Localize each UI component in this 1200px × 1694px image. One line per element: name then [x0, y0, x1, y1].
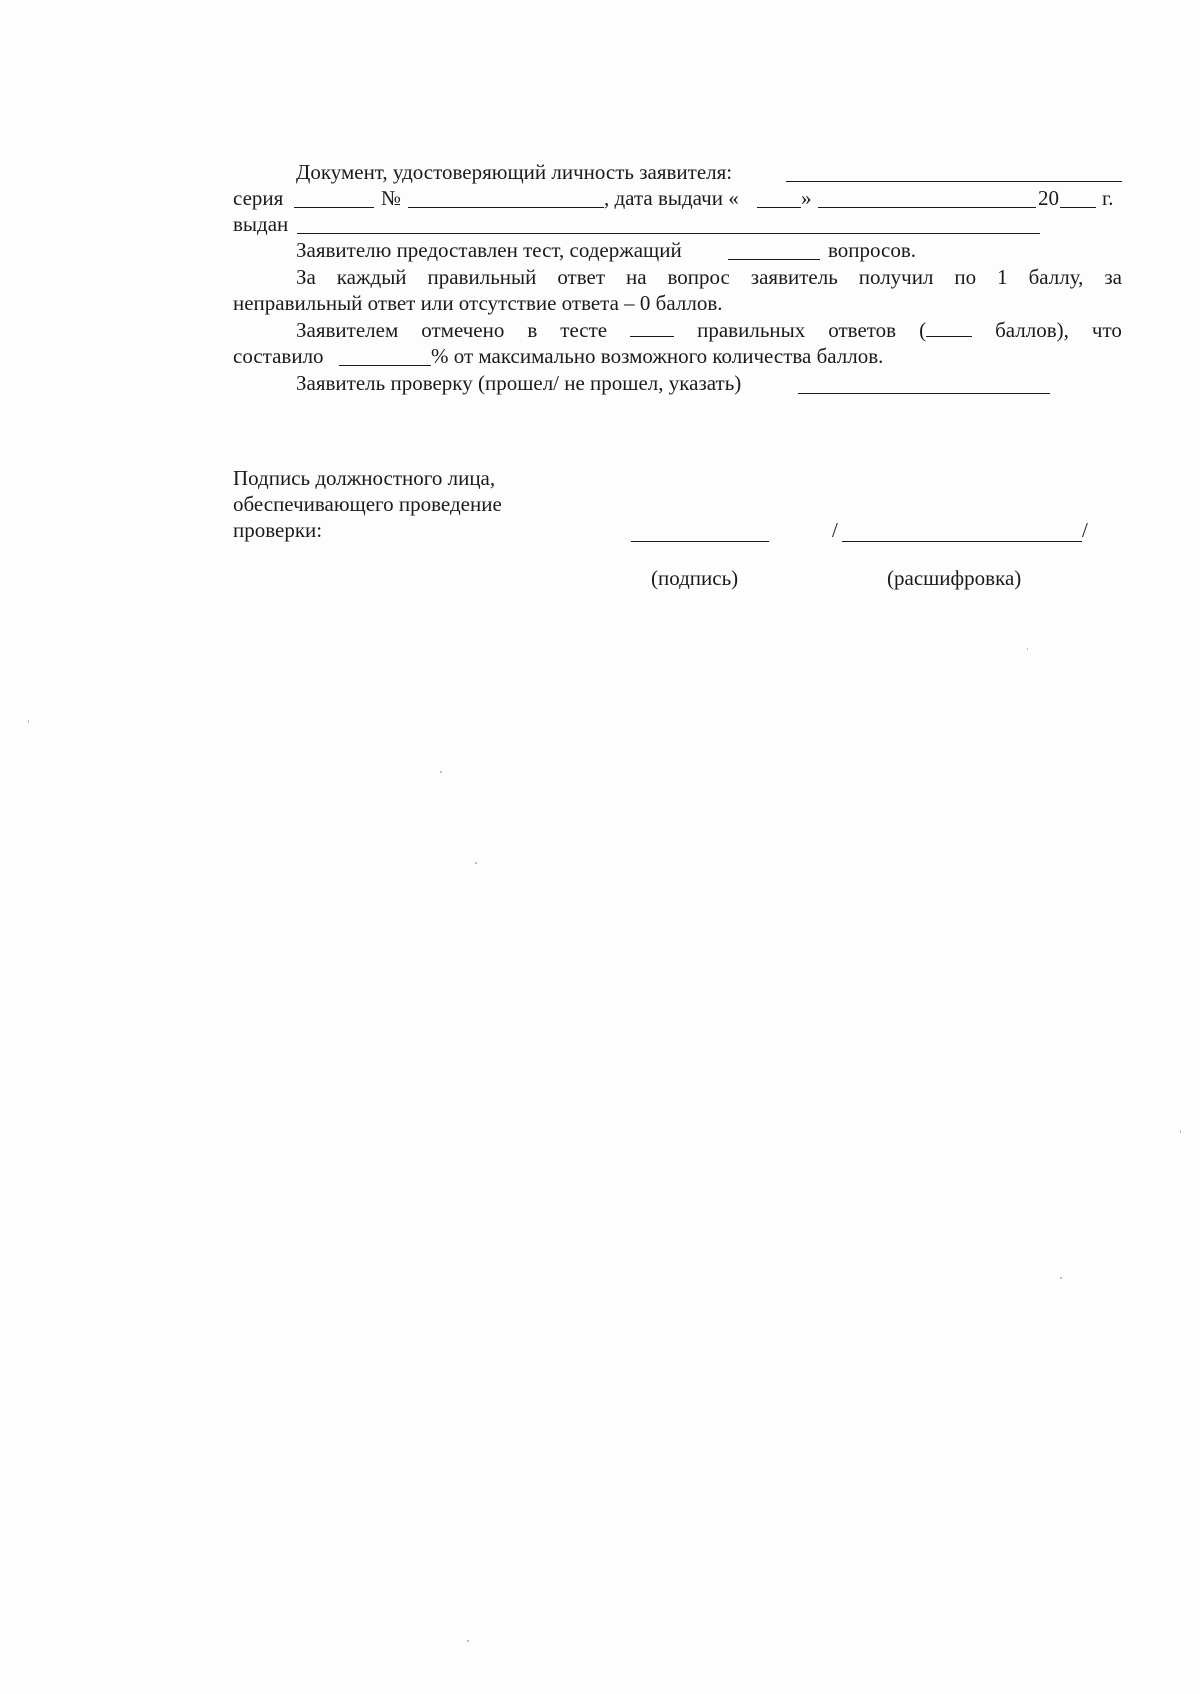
results-line-2-suffix-wrap — [431, 344, 883, 368]
results-word: Заявителем — [296, 318, 399, 342]
series-label-text: серия — [233, 186, 284, 210]
scoring-line-2 — [233, 291, 723, 315]
correct-answers-field[interactable] — [630, 319, 674, 337]
scoring-word: 1 — [997, 265, 1008, 289]
series-field[interactable] — [294, 207, 374, 208]
check-line — [296, 371, 741, 395]
results-line-1 — [296, 318, 1122, 342]
scoring-word: каждый — [336, 265, 407, 289]
year-field[interactable] — [1060, 207, 1096, 208]
issued-label — [233, 212, 288, 236]
date-month-field[interactable] — [818, 207, 1036, 208]
slash-right-text: / — [1082, 518, 1088, 542]
scoring-word: баллу, — [1028, 265, 1084, 289]
percent-field[interactable] — [339, 365, 431, 366]
signature-line-2 — [233, 492, 502, 516]
date-quote-close — [801, 186, 812, 210]
signature-caption — [651, 566, 738, 590]
scan-speck — [1027, 648, 1028, 650]
results-line-2 — [233, 344, 324, 368]
number-label — [381, 186, 401, 210]
date-label — [604, 186, 739, 210]
issued-by-field[interactable] — [297, 233, 1040, 234]
date-label-text: , дата выдачи « — [604, 186, 739, 210]
slash-right — [1082, 518, 1088, 542]
id-document-label-text: Документ, удостоверяющий личность заявителя: — [296, 160, 733, 184]
slash-left-text: / — [832, 518, 838, 542]
scan-speck — [1060, 1277, 1062, 1279]
results-word: в — [527, 318, 538, 342]
scoring-word: получил — [858, 265, 934, 289]
test-info-prefix: Заявителю предоставлен тест, содержащий — [296, 238, 682, 262]
test-info-suffix-wrap — [828, 238, 916, 262]
points-group — [919, 318, 972, 342]
signature-line-1-text: Подпись должностного лица, — [233, 466, 496, 490]
id-document-label — [296, 160, 732, 184]
scoring-word: на — [625, 265, 647, 289]
scoring-word: правильный — [427, 265, 537, 289]
date-quote-close-text: » — [801, 186, 812, 210]
decode-caption-text: (расшифровка) — [887, 566, 1022, 590]
test-info-line — [296, 238, 682, 262]
scoring-word: ответ — [557, 265, 606, 289]
results-word: что — [1091, 318, 1122, 342]
scoring-word: За — [296, 265, 316, 289]
date-day-field[interactable] — [757, 207, 801, 208]
signature-field[interactable] — [631, 541, 769, 542]
signature-line-2-text: обеспечивающего проведение — [233, 492, 502, 516]
test-info-suffix: вопросов. — [828, 238, 917, 262]
results-line-2-prefix: составило — [233, 344, 324, 368]
signature-line-1 — [233, 466, 495, 490]
signature-line-3-text: проверки: — [233, 518, 323, 542]
points-field[interactable] — [926, 319, 972, 337]
check-result-field[interactable] — [798, 393, 1050, 394]
year-suffix-text: г. — [1102, 186, 1114, 210]
results-word: тесте — [560, 318, 608, 342]
scan-speck — [1180, 1130, 1181, 1133]
year-prefix-text: 20 — [1038, 186, 1059, 210]
year-prefix — [1038, 186, 1059, 210]
results-word: баллов), — [995, 318, 1069, 342]
scoring-line-2-text: неправильный ответ или отсутствие ответа – 0 баллов. — [233, 291, 723, 315]
results-word: ответов — [828, 318, 897, 342]
results-word: отмечено — [421, 318, 505, 342]
scoring-word: вопрос — [667, 265, 730, 289]
scan-speck — [440, 771, 442, 773]
signature-caption-text: (подпись) — [651, 566, 739, 590]
scoring-word: за — [1104, 265, 1122, 289]
scoring-word: по — [954, 265, 977, 289]
scan-speck — [475, 862, 477, 864]
scan-speck — [467, 1640, 469, 1642]
year-suffix — [1102, 186, 1114, 210]
id-document-field[interactable] — [786, 181, 1122, 182]
slash-left — [832, 518, 838, 542]
results-word: правильных — [697, 318, 806, 342]
number-label-text: № — [381, 186, 402, 210]
scan-speck — [28, 720, 29, 723]
signature-decode-field[interactable] — [842, 541, 1082, 542]
decode-caption — [887, 566, 1021, 590]
results-line-2-suffix: % от максимально возможного количества баллов. — [431, 344, 884, 368]
check-label: Заявитель проверку (прошел/ не прошел, указать) — [296, 371, 742, 395]
issued-label-text: выдан — [233, 212, 289, 236]
questions-count-field[interactable] — [728, 259, 820, 260]
results-word: ( — [919, 318, 927, 342]
scoring-line-1 — [296, 265, 1122, 289]
number-field[interactable] — [408, 207, 604, 208]
series-label — [233, 186, 283, 210]
signature-line-3 — [233, 518, 322, 542]
scoring-word: заявитель — [750, 265, 838, 289]
